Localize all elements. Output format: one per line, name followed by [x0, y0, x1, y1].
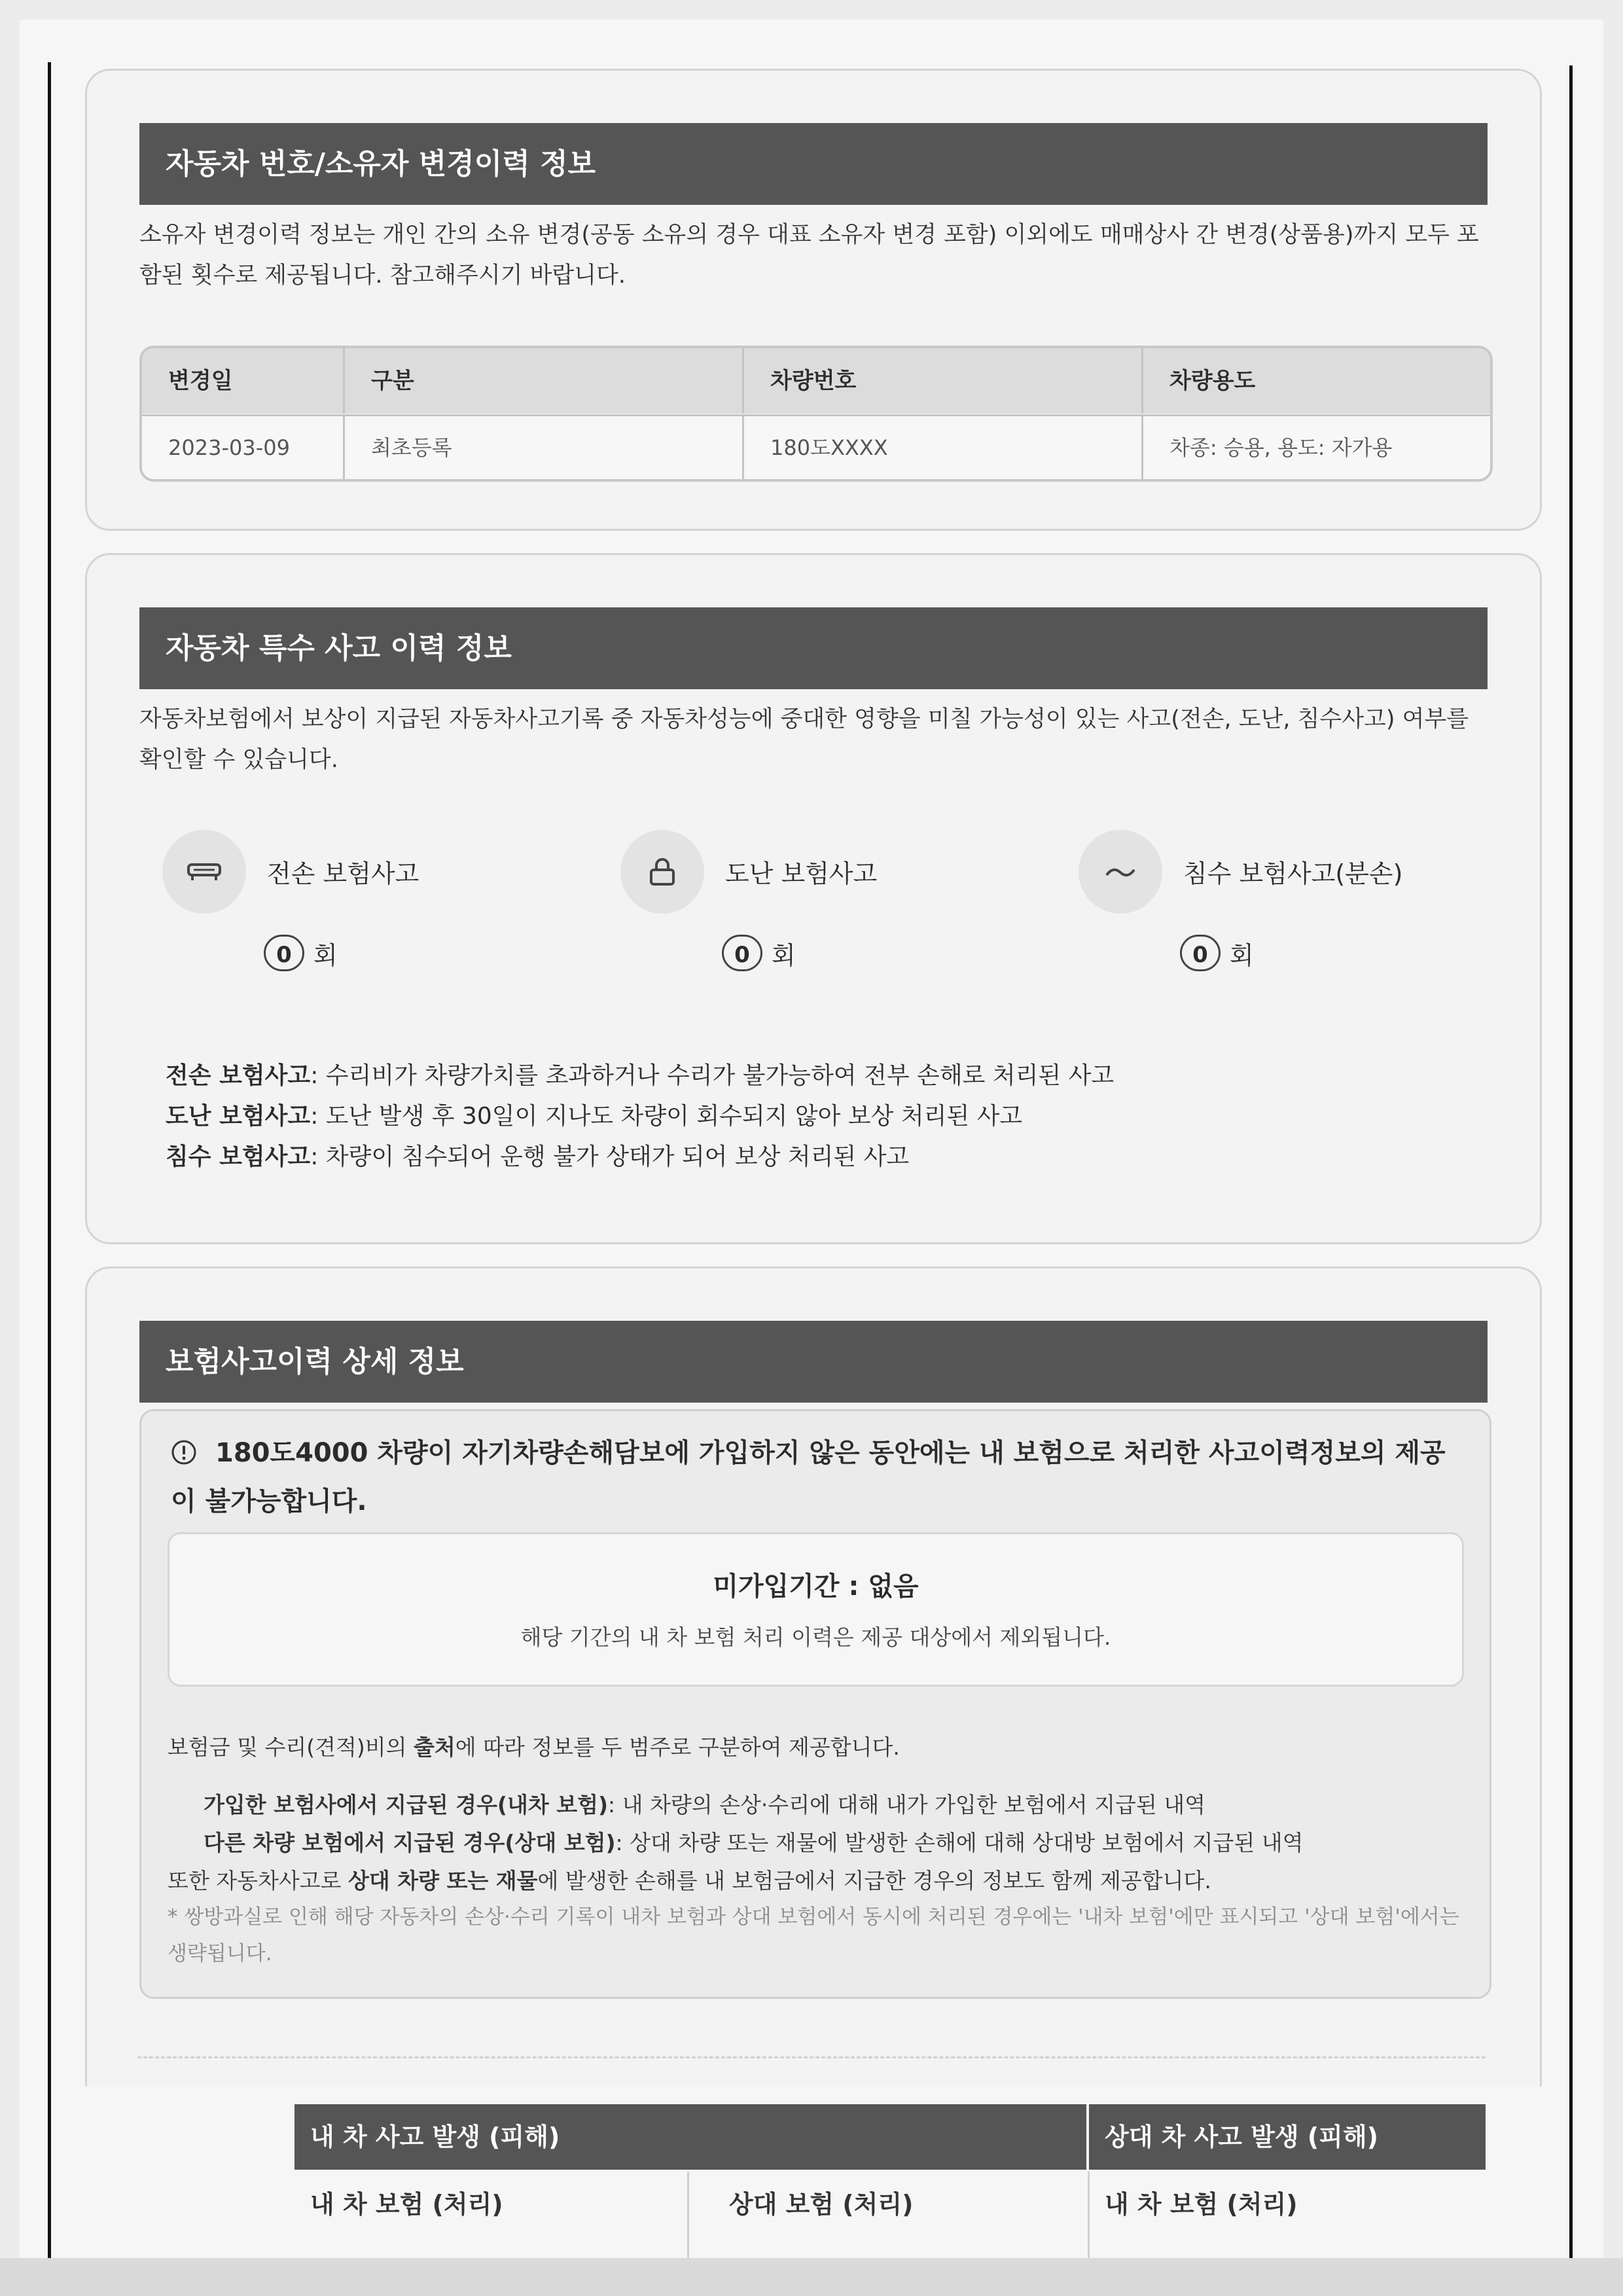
table-header: 차량용도	[1143, 348, 1490, 414]
count-badge: 0	[1180, 935, 1221, 971]
info-icon	[171, 1435, 197, 1479]
other-insurance-col: 상대 보험 (처리)	[729, 2190, 914, 2219]
flood-label: 침수 보험사고(분손)	[1183, 859, 1403, 888]
notice-text	[171, 1431, 1447, 1524]
period-title: 미가입기간 : 없음	[713, 1571, 919, 1602]
footnote: * 쌍방과실로 인해 해당 자동차의 손상·수리 기록이 내차 보험과 상대 보험에서 동시에 처리된 경우에는 '내차 보험'에만 표시되고 '상대 보험'에서는 생략됩니다.	[168, 1905, 1459, 1965]
table-cell: 180도XXXX	[744, 414, 1143, 479]
scan-edge-right	[1569, 65, 1573, 2278]
section-description: 소유자 변경이력 정보는 개인 간의 소유 변경(공동 소유의 경우 대표 소유자 변경 포함) 이외에도 매매상사 간 변경(상품용)까지 모두 포함된 횟수로 제공됩니다. 참고해주시기 바랍니다.	[139, 222, 1479, 289]
insurance-info-box	[139, 1409, 1491, 1999]
other-insurance-def	[204, 1824, 1304, 1862]
flood-count	[1180, 935, 1254, 971]
definition-term: 도난 보험사고	[166, 1103, 311, 1130]
car-icon	[162, 830, 246, 914]
table-cell: 2023-03-09	[142, 414, 345, 479]
definition-flood	[166, 1137, 909, 1177]
text-fragment: : 내 차량의 손상·수리에 대해 내가 가입한 보험에서 지급된 내역	[608, 1792, 1206, 1818]
period-subtitle: 해당 기간의 내 차 보험 처리 이력은 제공 대상에서 제외됩니다.	[520, 1624, 1111, 1650]
definition-text: : 도난 발생 후 30일이 지나도 차량이 회수되지 않아 보상 처리된 사고	[310, 1103, 1023, 1130]
own-insurance-def	[204, 1786, 1205, 1824]
my-insurance-col-2: 내 차 보험 (처리)	[1105, 2190, 1298, 2219]
text-fragment: 에 발생한 손해를 내 보험금에서 지급한 경우의 정보도 함께 제공합니다.	[537, 1868, 1211, 1893]
text-fragment: 또한 자동차사고로	[168, 1868, 349, 1893]
additional-info	[168, 1862, 1211, 1900]
category-intro	[168, 1729, 900, 1767]
text-fragment: 보험금 및 수리(견적)비의	[168, 1734, 414, 1760]
text-emphasis: 출처	[414, 1734, 455, 1760]
owner-history-table	[139, 346, 1493, 482]
text-fragment: 에 따라 정보를 두 범주로 구분하여 제공합니다.	[455, 1734, 900, 1760]
theft-label: 도난 보험사고	[725, 859, 878, 888]
insurance-detail-card	[85, 1266, 1542, 2087]
table-header: 구분	[345, 348, 744, 414]
text-fragment: : 상대 차량 또는 재물에 발생한 손해에 대해 상대방 보험에서 지급된 내역	[615, 1830, 1304, 1856]
table-header: 변경일	[142, 348, 345, 414]
count-unit: 회	[772, 941, 796, 970]
definition-text: : 차량이 침수되어 운행 불가 상태가 되어 보상 처리된 사고	[310, 1143, 910, 1170]
table-cell: 최초등록	[345, 414, 744, 479]
special-accident-card	[85, 553, 1542, 1244]
column-divider	[687, 2172, 689, 2263]
my-car-accident-header: 내 차 사고 발생 (피해)	[294, 2104, 1086, 2170]
count-badge: 0	[722, 935, 762, 971]
definition-term: 전손 보험사고	[166, 1062, 311, 1089]
my-insurance-col: 내 차 보험 (처리)	[310, 2190, 503, 2219]
lock-icon	[620, 830, 704, 914]
definition-term: 침수 보험사고	[166, 1143, 311, 1170]
section-title: 보험사고이력 상세 정보	[139, 1321, 1488, 1403]
theft-count	[722, 935, 796, 971]
definition-text: : 수리비가 차량가치를 초과하거나 수리가 불가능하여 전부 손해로 처리된 사고	[310, 1062, 1115, 1089]
count-badge: 0	[264, 935, 304, 971]
count-unit: 회	[313, 941, 338, 970]
owner-history-card	[85, 69, 1542, 531]
text-emphasis: 상대 차량 또는 재물	[348, 1868, 538, 1893]
text-emphasis: 다른 차량 보험에서 지급된 경우(상대 보험)	[204, 1830, 616, 1856]
count-unit: 회	[1230, 941, 1254, 970]
total-loss-count	[264, 935, 338, 971]
dashed-divider	[137, 2056, 1486, 2058]
table-header: 차량번호	[744, 348, 1143, 414]
table-cell: 차종: 승용, 용도: 자가용	[1143, 414, 1490, 479]
section-title: 자동차 특수 사고 이력 정보	[139, 607, 1488, 689]
scan-edge-left	[48, 62, 51, 2284]
wave-icon	[1079, 830, 1162, 914]
scan-bottom-margin	[0, 2258, 1623, 2296]
definition-total-loss	[166, 1056, 1114, 1096]
section-title: 자동차 번호/소유자 변경이력 정보	[139, 123, 1488, 205]
uninsured-period-box	[168, 1532, 1464, 1687]
section-description: 자동차보험에서 보상이 지급된 자동차사고기록 중 자동차성능에 중대한 영향을 미칠 가능성이 있는 사고(전손, 도난, 침수사고) 여부를 확인할 수 있습니다.	[139, 706, 1469, 773]
text-emphasis: 가입한 보험사에서 지급된 경우(내차 보험)	[204, 1792, 609, 1818]
total-loss-label: 전손 보험사고	[267, 859, 419, 888]
definition-theft	[166, 1096, 1022, 1137]
notice-message: 180도4000 차량이 자기차량손해담보에 가입하지 않은 동안에는 내 보험으로 처리한 사고이력정보의 제공이 불가능합니다.	[171, 1438, 1446, 1516]
other-car-accident-header: 상대 차 사고 발생 (피해)	[1089, 2104, 1486, 2170]
